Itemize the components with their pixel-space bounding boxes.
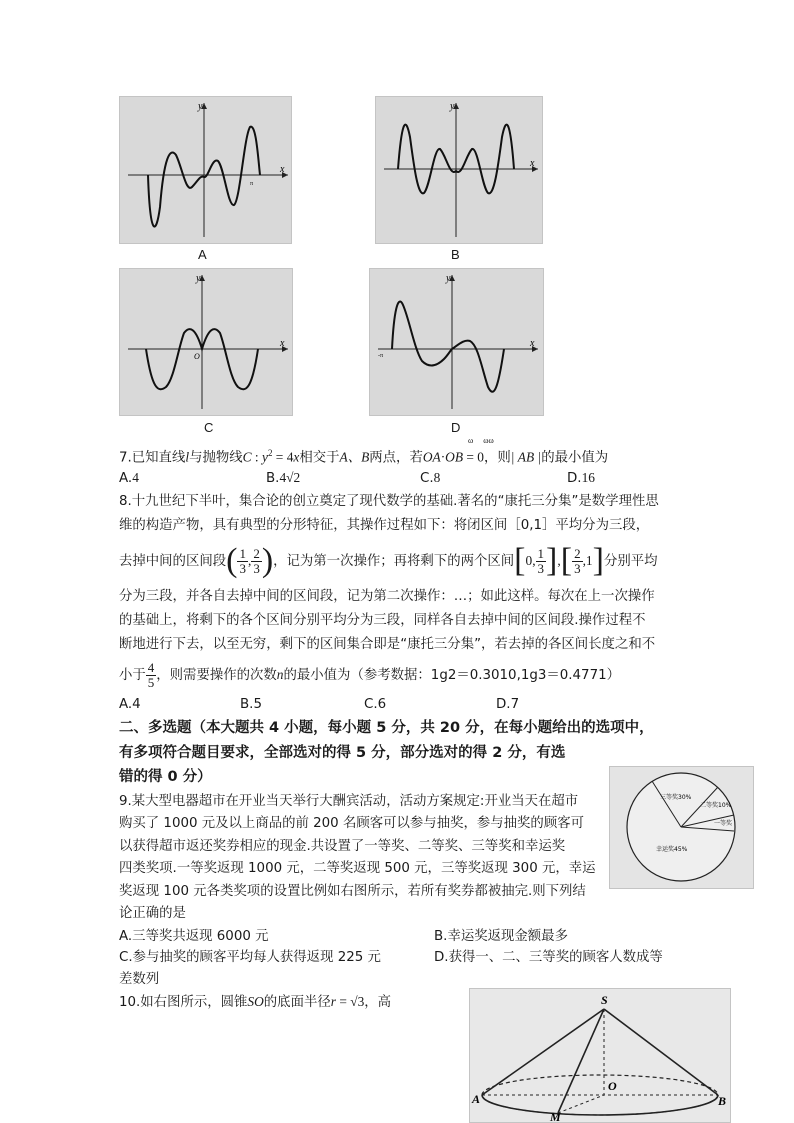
q8-frac-3: $\frac{1}{3}$ — [537, 545, 545, 576]
graph-a-y-label: y — [198, 101, 203, 112]
graph-b — [375, 96, 543, 244]
q8-option-a[interactable]: A.4 — [119, 697, 141, 712]
q8-frac-1: $\frac{1}{3}$ — [239, 545, 246, 576]
caption-d: D — [451, 420, 461, 435]
q7-l: l — [185, 449, 190, 465]
q7-y: y — [262, 449, 268, 465]
graph-c-x-label: x — [280, 338, 285, 349]
q8-line-2: 维的构造产物，具有典型的分形特征，其操作过程如下：将闭区间［0,1］平均分为三段， — [119, 518, 650, 533]
q8-line-7: 小于 $\frac{4}{5}$ ，则需要操作的次数n的最小值为（参考数据：1g2＝0.3010,1g3＝0.4771） — [119, 659, 621, 690]
pie-label-second: 二等奖10% — [700, 802, 732, 809]
q8-line-4: 分为三段，并各自去掉中间的区间段，记为第二次操作：…；如此这样。每次在上一次操作 — [119, 589, 655, 604]
graph-a-x-label: x — [280, 164, 285, 175]
q9-line-3: 以获得超市返还奖券相应的现金.共设置了一等奖、二等奖、三等奖和幸运奖 — [119, 839, 566, 854]
cone-label-s: S — [601, 993, 608, 1007]
section2-line-1: 二、多选题（本大题共 4 小题，每小题 5 分，共 20 分，在每小题给出的选项中， — [119, 720, 654, 736]
q9-option-d[interactable]: D.获得一、二、三等奖的顾客人数成等 — [434, 950, 663, 965]
q7-vector-marks: ω ωω — [468, 436, 494, 445]
cone-label-o: O — [608, 1079, 617, 1093]
section2-line-3: 错的得 0 分） — [119, 769, 212, 785]
q7-colon: : — [251, 449, 262, 465]
pie-label-third: 三等奖30% — [660, 794, 692, 801]
q7-mid4: ，则 — [483, 450, 511, 466]
graph-c-origin: O — [194, 352, 200, 361]
q7-dot: · — [440, 449, 446, 465]
q9-line-6: 论正确的是 — [119, 906, 186, 921]
graph-c-y-label: y — [196, 273, 201, 284]
q7-option-b[interactable]: B.4√2 — [266, 470, 301, 486]
q9-option-d-cont: 差数列 — [119, 972, 160, 987]
q8-frac-5: $\frac{4}{5}$ — [147, 659, 155, 690]
cone-label-b: B — [718, 1094, 727, 1108]
q9-line-2: 购买了 1000 元及以上商品的前 200 名顾客可以参与抽奖，参与抽奖的顾客可 — [119, 816, 584, 831]
q7-eq: = 4 — [272, 449, 294, 465]
q7-pre: 7.已知直线 — [119, 450, 186, 466]
q8-frac-4: $\frac{2}{3}$ — [574, 545, 581, 576]
graph-a-pi-tick: π — [250, 181, 254, 187]
q7-ob: OB — [445, 449, 464, 465]
q9-option-b[interactable]: B.幸运奖返现金额最多 — [434, 929, 568, 944]
q9-line-5: 奖返现 100 元各类奖项的设置比例如右图所示，若所有奖券都被抽完.则下列结 — [119, 884, 586, 899]
caption-c: C — [204, 420, 214, 435]
graph-c — [119, 268, 293, 416]
graph-b-x-label: x — [530, 158, 535, 169]
q7-x: x — [293, 449, 300, 465]
q7-zero: = 0 — [463, 449, 484, 465]
q8-line-1: 8.十九世纪下半叶，集合论的创立奠定了现代数学的基础.著名的“康托三分集”是数学理性思 — [119, 494, 659, 509]
q10-stem: 10.如右图所示，圆锥SO的底面半径r = √3，高 — [119, 994, 392, 1010]
pie-label-lucky: 幸运奖45% — [656, 846, 688, 853]
graph-b-y-label: y — [450, 101, 455, 112]
q9-option-c[interactable]: C.参与抽奖的顾客平均每人获得返现 225 元 — [119, 950, 381, 965]
q7-mid3: 两点，若 — [369, 450, 423, 466]
q7-sup: 2 — [267, 448, 273, 458]
q7-stem — [119, 444, 608, 467]
graph-d-y-label: y — [446, 273, 451, 284]
q7-oa: OA — [422, 449, 441, 465]
q8-option-b[interactable]: B.5 — [240, 697, 262, 712]
graph-d — [369, 268, 544, 416]
cone-diagram — [469, 988, 731, 1123]
q7-option-a[interactable]: A.4 — [119, 470, 139, 486]
caption-b: B — [451, 247, 460, 262]
q9-line-4: 四类奖项.一等奖返现 1000 元，二等奖返现 500 元，三等奖返现 300 元，幸运 — [119, 861, 596, 876]
q9-line-1: 9.某大型电器超市在开业当天举行大酬宾活动，活动方案规定:开业当天在超市 — [119, 794, 579, 809]
q8-line-6: 断地进行下去，以至无穷，剩下的区间集合即是“康托三分集”，若去掉的各区间长度之和不 — [119, 637, 656, 652]
q9-option-a[interactable]: A.三等奖共返现 6000 元 — [119, 929, 269, 944]
q7-mid1: 与抛物线 — [189, 450, 243, 466]
q7-ab: A、B — [339, 449, 370, 465]
q7-tail: 的最小值为 — [541, 450, 609, 466]
q7-abs-ab: | AB | — [510, 449, 542, 465]
q8-frac-2: $\frac{2}{3}$ — [253, 545, 260, 576]
section2-line-2: 有多项符合题目要求，全部选对的得 5 分，部分选对的得 2 分，有选 — [119, 745, 566, 761]
graph-d-neg-pi-tick: -π — [378, 353, 384, 359]
graph-d-x-label: x — [530, 338, 535, 349]
q7-option-d[interactable]: D.16 — [567, 470, 595, 486]
q7-mid2: 相交于 — [299, 450, 340, 466]
q8-option-c[interactable]: C.6 — [364, 697, 387, 712]
cone-label-a: A — [472, 1092, 481, 1106]
q7-c: C — [242, 449, 252, 465]
q8-option-d[interactable]: D.7 — [496, 697, 520, 712]
prize-pie-chart — [609, 766, 754, 889]
cone-label-m: M — [550, 1110, 561, 1122]
pie-label-first: 一等奖 — [714, 820, 733, 827]
caption-a: A — [198, 247, 207, 262]
q8-line-3: 去掉中间的区间段( $\frac{1}{3}$ , $\frac{2}{3}$ )，记为第一次操作；再将剩下的两个区间[0, $\frac{1}{3}$ ],[ $\frac{2}{3}$ ,1]分别平均 — [119, 542, 658, 579]
q7-option-c[interactable]: C.8 — [420, 470, 441, 486]
graph-a — [119, 96, 292, 244]
q8-line-5: 的基础上，将剩下的各个区间分别平均分为三段，同样各自去掉中间的区间段.操作过程不 — [119, 613, 646, 628]
